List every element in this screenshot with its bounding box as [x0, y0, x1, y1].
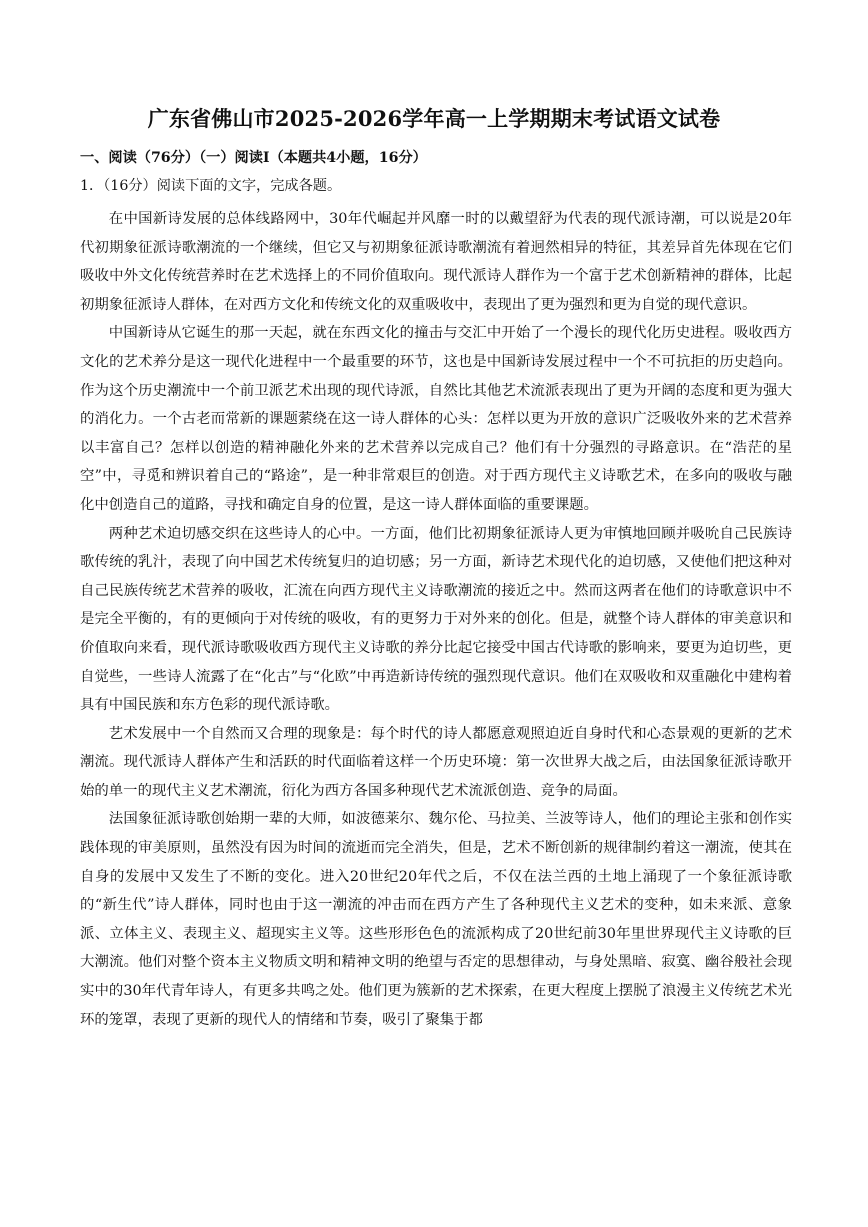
section-heading: 一、阅读（76分）（一）阅读Ⅰ（本题共4小题，16分）: [80, 150, 427, 166]
passage-paragraph: 艺术发展中一个自然而又合理的现象是：每个时代的诗人都愿意观照迫近自身时代和心态景观的更新的艺术潮流。现代派诗人群体产生和活跃的时代面临着这样一个历史环境：第一次世界大战之后，由法国象征派诗歌开始的单一的现代主义艺术潮流，衍化为西方各国多种现代艺术流派创造、竞争的局面。: [80, 725, 792, 799]
question-prompt: 1．（16分）阅读下面的文字，完成各题。: [80, 178, 342, 194]
passage-paragraph: 中国新诗从它诞生的那一天起，就在东西文化的撞击与交汇中开始了一个漫长的现代化历史进程。吸收西方文化的艺术养分是这一现代化进程中一个最重要的环节，这也是中国新诗发展过程中一个不可抗拒的历史趋向。作为这个历史潮流中一个前卫派艺术出现的现代诗派，自然比其他艺术流派表现出了更为开阔的态度和更为强大的消化力。一个古老而常新的课题萦绕在这一诗人群体的心头：怎样以更为开放的意识广泛吸收外来的艺术营养以丰富自己？怎样以创造的精神融化外来的艺术营养以完成自己？他们有十分强烈的寻路意识。在“浩茫的星空”中，寻觅和辨识着自己的“路途”，是一种非常艰巨的创造。对于西方现代主义诗歌艺术，在多向的吸收与融化中创造自己的道路，寻找和确定自身的位置，是这一诗人群体面临的重要课题。: [80, 325, 792, 513]
document-title: 广东省佛山市2025-2026学年高一上学期期末考试语文试卷: [147, 106, 721, 131]
reading-passage: [80, 205, 792, 1034]
passage-paragraph: 在中国新诗发展的总体线路网中，30年代崛起并风靡一时的以戴望舒为代表的现代派诗潮，可以说是20年代初期象征派诗歌潮流的一个继续，但它又与初期象征派诗歌潮流有着迥然相异的特征，其差异首先体现在它们吸收中外文化传统营养时在艺术选择上的不同价值取向。现代派诗人群作为一个富于艺术创新精神的群体，比起初期象征派诗人群体，在对西方文化和传统文化的双重吸收中，表现出了更为强烈和更为自觉的现代意识。: [80, 211, 792, 313]
passage-paragraph: 两种艺术迫切感交织在这些诗人的心中。一方面，他们比初期象征派诗人更为审慎地回顾并吸吮自己民族诗歌传统的乳汁，表现了向中国艺术传统复归的迫切感；另一方面，新诗艺术现代化的迫切感，又使他们把这种对自己民族传统艺术营养的吸收，汇流在向西方现代主义诗歌潮流的接近之中。然而这两者在他们的诗歌意识中不是完全平衡的，有的更倾向于对传统的吸收，有的更努力于对外来的创化。但是，就整个诗人群体的审美意识和价值取向来看，现代派诗歌吸收西方现代主义诗歌的养分比起它接受中国古代诗歌的影响来，要更为迫切些，更自觉些，一些诗人流露了在“化古”与“化欧”中再造新诗传统的强烈现代意识。他们在双吸收和双重融化中建构着具有中国民族和东方色彩的现代派诗歌。: [80, 525, 792, 714]
passage-paragraph: 法国象征派诗歌创始期一辈的大师，如波德莱尔、魏尔伦、马拉美、兰波等诗人，他们的理论主张和创作实践体现的审美原则，虽然没有因为时间的流逝而完全消失，但是，艺术不断创新的规律制约着这一潮流，使其在自身的发展中又发生了不断的变化。进入20世纪20年代之后，不仅在法兰西的土地上涌现了一个象征派诗歌的“新生代”诗人群体，同时也由于这一潮流的冲击而在西方产生了各种现代主义艺术的变种，如未来派、意象派、立体主义、表现主义、超现实主义等。这些形形色色的流派构成了20世纪前30年里世界现代主义诗歌的巨大潮流。他们对整个资本主义物质文明和精神文明的绝望与否定的思想律动，与身处黑暗、寂寞、幽谷般社会现实中的30年代青年诗人，有更多共鸣之处。他们更为簇新的艺术探索，在更大程度上摆脱了浪漫主义传统艺术光环的笼罩，表现了更新的现代人的情绪和节奏，吸引了聚集于都: [80, 811, 792, 1028]
